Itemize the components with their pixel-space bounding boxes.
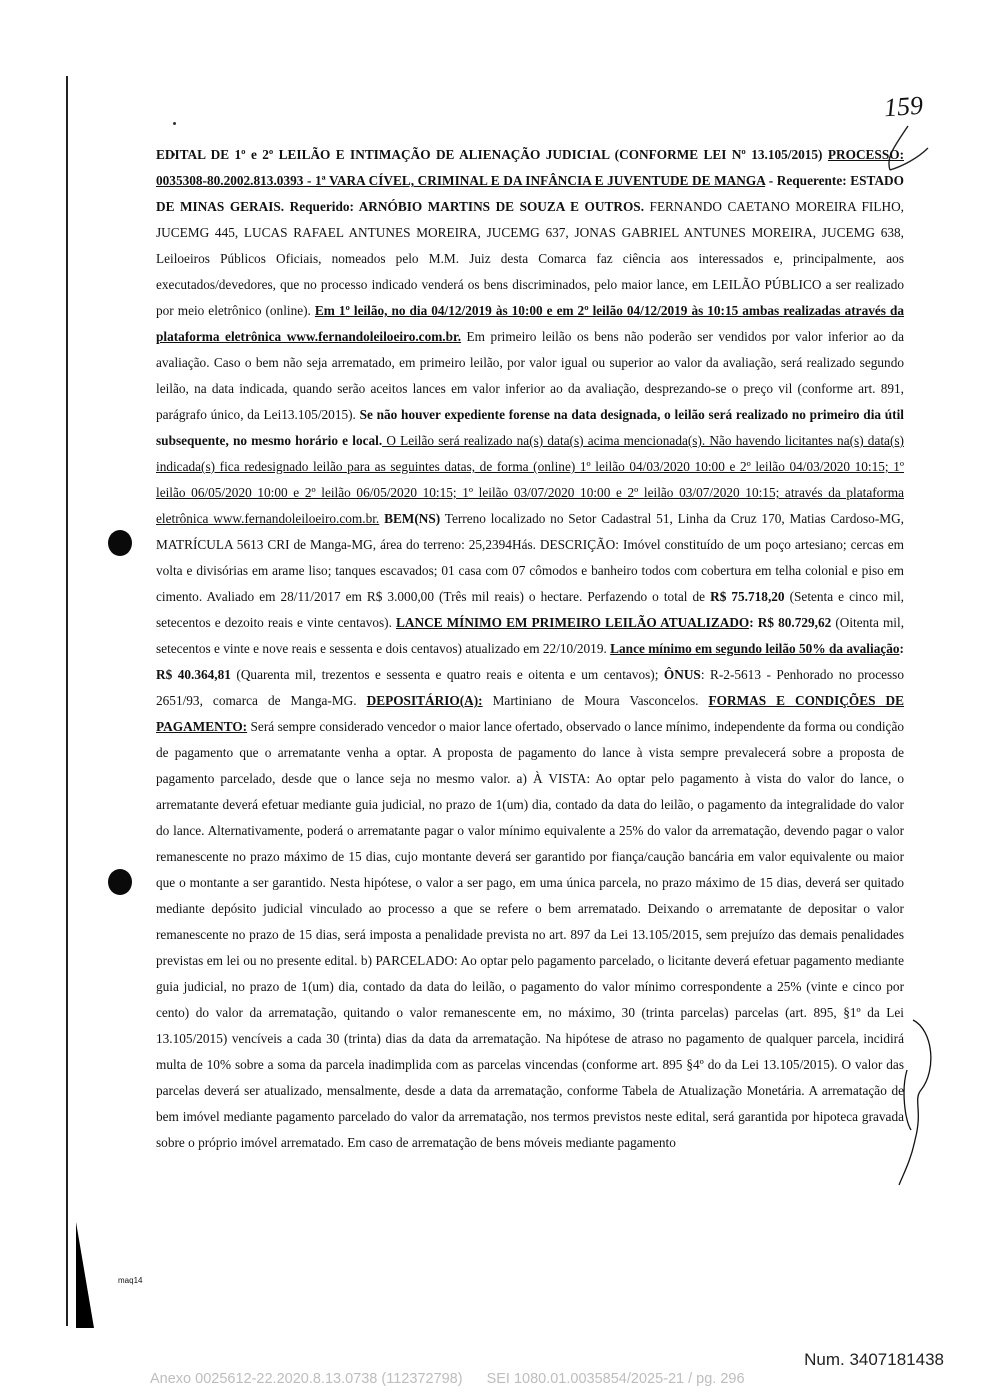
bens-description: Terreno localizado no Setor Cadastral 51, Linha da Cruz 170, Matias Cardoso-MG, MATRÍCULA 5613 CRI de Manga-MG, área do terreno: 25,2394Hás. DESCRIÇÃO: Imóvel constituído de um poço artesiano; cercas em volta e divisórias em arame liso; tanques escavados; 01 casa com 07 cômodos e banheiro todos com cobertura em telha colonial e piso em cimento. Avaliado em 28/11/2017 em R$ 3.000,00 (Três mil reais) o hectare. Perfazendo o total de	[156, 511, 904, 604]
stray-dot	[173, 122, 176, 125]
footer-sei: SEI 1080.01.0035854/2025-21 / pg. 296	[486, 1371, 745, 1387]
onus-label: ÔNUS	[663, 667, 701, 682]
punch-hole-top	[108, 530, 132, 556]
lance-minimo-label: LANCE MÍNIMO EM PRIMEIRO LEILÃO ATUALIZADO	[396, 615, 750, 630]
punch-hole-bottom	[108, 869, 132, 895]
footer-anexo: Anexo 0025612-22.2020.8.13.0738 (112372798)	[150, 1371, 463, 1387]
segundo-leilao-words: (Quarenta mil, trezentos e sessenta e quatro reais e oitenta e um centavos);	[230, 667, 664, 682]
auction-dates: Em 1º leilão, no dia 04/12/2019 às 10:00 e em 2º leilão 04/12/2019 às 10:15 ambas realizadas através da plataforma eletrônica www.fernandoleiloeiro.com.br.	[156, 303, 904, 344]
segundo-leilao-value: : R$ 40.364,81	[156, 641, 904, 682]
lance-minimo-words: (Oitenta mil, setecentos e vinte e nove reais e sessenta e dois centavos) atualizado em 22/10/2019.	[156, 615, 905, 656]
depositario-label: DEPOSITÁRIO(A):	[366, 693, 483, 708]
footer-stamp	[150, 1371, 745, 1387]
total-value-words: (Setenta e cinco mil, setecentos e dezoito reais e vinte centavos).	[156, 589, 904, 630]
scan-edge-shadow	[76, 1222, 94, 1328]
bens-label: BEM(NS)	[379, 511, 441, 526]
lance-minimo-value: : R$ 80.729,62	[749, 615, 832, 630]
segundo-leilao-label: Lance mínimo em segundo leilão 50% da avaliação	[610, 641, 900, 656]
margin-code: maq14	[118, 1276, 143, 1285]
sheet-number: 159	[883, 90, 924, 123]
formas-pagamento-label: FORMAS E CONDIÇÕES DE PAGAMENTO:	[156, 693, 904, 734]
page-left-border	[66, 76, 68, 1326]
redesignation-dates: O Leilão será realizado na(s) data(s) acima mencionada(s). Não havendo licitantes na(s) data(s) indicada(s) fica redesignado leilão para as seguintes datas, de forma (online) 1º leilão 04/03/2020 10:00 e 2º leilão 04/03/2020 10:15; 1º leilão 06/05/2020 10:00 e 2º leilão 06/05/2020 10:15; 1º leilão 03/07/2020 10:00 e 2º leilão 03/07/2020 10:15; através da plataforma eletrônica www.fernandoleiloeiro.com.br.	[156, 433, 904, 526]
processo-number: PROCESSO: 0035308-80.2002.813.0393 - 1ª VARA CÍVEL, CRIMINAL E DA INFÂNCIA E JUVENTUDE DE MANGA	[156, 147, 904, 188]
formas-pagamento-text: Será sempre considerado vencedor o maior lance ofertado, observado o lance mínimo, independente da forma ou condição de pagamento que o arrematante venha a optar. A proposta de pagamento do lance à vista sempre prevalecerá sobre a proposta de pagamento parcelado, desde que o lance seja no mesmo valor. a) À VISTA: Ao optar pelo pagamento à vista do valor do lance, o arrematante deverá efetuar mediante guia judicial, no prazo de 1(um) dia, contado da data do leilão, o pagamento da integralidade do valor do lance. Alternativamente, poderá o arrematante pagar o valor mínimo equivalente a 25% do valor da arrematação, devendo pagar o valor remanescente no prazo máximo de 15 dias, cujo montante deverá ser garantido por fiança/caução bancária em valor equivalente ou maior que o montante a ser garantido. Nesta hipótese, o valor a ser pago, em uma única parcela, no prazo máximo de 15 dias, deverá ser quitado mediante depósito judicial vinculado ao processo a que se refere o bem arrematado. Deixando o arrematante de depositar o valor remanescente no prazo de 15 dias, será imposta a penalidade prevista no art. 897 da Lei 13.105/2015, sem prejuízo das demais penalidades previstas em lei ou no presente edital. b) PARCELADO: Ao optar pelo pagamento parcelado, o licitante deverá efetuar pagamento mediante guia judicial, no prazo de 1(um) dia, contado da data do leilão, o pagamento do valor mínimo correspondente a 25% (vinte e cinco por cento) do valor da arrematação, quitando o valor remanescente em, no máximo, 30 (trinta parcelas) parcelas (art. 895, §1º da Lei 13.105/2015) vencíveis a cada 30 (trinta) dias da data da arrematação. Na hipótese de atraso no pagamento de qualquer parcela, incidirá multa de 10% sobre a soma da parcela inadimplida com as parcelas vincendas (conforme art. 895 §4º do da Lei 13.105/2015). O valor das parcelas deverá ser atualizado, mensalmente, desde a data da arrematação, conforme Tabela de Atualização Monetária. A arrematação de bem imóvel mediante pagamento parcelado do valor da arrematação, nos termos previstos neste edital, será garantida por hipoteca gravada sobre o próprio imóvel arrematado. Em caso de arrematação de bens móveis mediante pagamento	[156, 719, 904, 1150]
edital-text	[156, 142, 904, 1156]
intro-text: FERNANDO CAETANO MOREIRA FILHO, JUCEMG 445, LUCAS RAFAEL ANTUNES MOREIRA, JUCEMG 637, JONAS GABRIEL ANTUNES MOREIRA, JUCEMG 638, Leiloeiros Públicos Oficiais, nomeados pelo M.M. Juiz desta Comarca faz ciência aos interessados e, principalmente, aos executados/devedores, que no processo indicado venderá os bens discriminados, pelo maior lance, em LEILÃO PÚBLICO a ser realizado por meio eletrônico (online).	[156, 199, 904, 318]
holiday-clause: Se não houver expediente forense na data designada, o leilão será realizado no primeiro dia útil subsequente, no mesmo horário e local.	[156, 407, 904, 448]
depositario-text: Martiniano de Moura Vasconcelos.	[482, 693, 709, 708]
total-value: R$ 75.718,20	[710, 589, 785, 604]
document-title: EDITAL DE 1º e 2º LEILÃO E INTIMAÇÃO DE ALIENAÇÃO JUDICIAL (CONFORME LEI Nº 13.105/2015)	[156, 147, 823, 162]
onus-text: : R-2-5613 - Penhorado no processo 2651/93, comarca de Manga-MG.	[156, 667, 904, 708]
document-num: Num. 3407181438	[804, 1350, 944, 1369]
auction-rules: Em primeiro leilão os bens não poderão ser vendidos por valor inferior ao da avaliação. Caso o bem não seja arrematado, em primeiro leilão, por valor igual ou superior ao valor da avaliação, será realizado segundo leilão, na data indicada, quando serão aceitos lances em valor inferior ao da avaliação, desprezando-se o preço vil (conforme art. 891, parágrafo único, da Lei13.105/2015).	[156, 329, 904, 422]
parties: - Requerente: ESTADO DE MINAS GERAIS. Requerido: ARNÓBIO MARTINS DE SOUZA E OUTROS.	[156, 173, 904, 214]
